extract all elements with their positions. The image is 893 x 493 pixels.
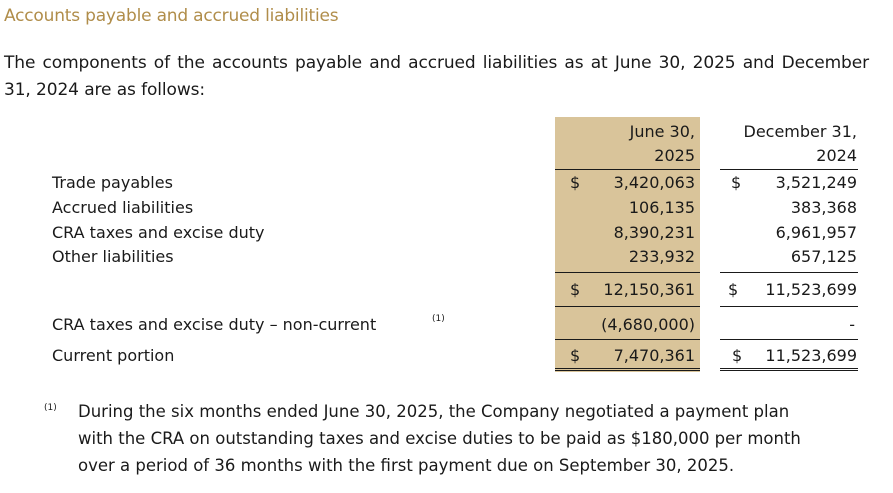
dollar-sign: $ [728, 280, 739, 299]
footnote-line-2: with the CRA on outstanding taxes and excise duties to be paid as $180,000 per month [78, 429, 801, 448]
cell-current-jun: 7,470,361 [613, 346, 695, 365]
cell-accrued-liabilities-dec: 383,368 [790, 198, 857, 217]
row-label-noncurrent [52, 315, 376, 334]
june-header-rule [555, 169, 700, 170]
cell-cra-taxes-jun: 8,390,231 [613, 223, 695, 242]
col-june-header-line2: 2025 [654, 146, 695, 165]
cell-cra-taxes-dec: 6,961,957 [775, 223, 857, 242]
final-double-rule-jun [555, 368, 700, 371]
footnote-reference: (1) [432, 314, 445, 324]
cell-accrued-liabilities-jun: 106,135 [628, 198, 695, 217]
current-rule-jun [555, 339, 700, 340]
col-dec-header-line2: 2024 [816, 146, 857, 165]
row-label-other-liabilities: Other liabilities [52, 247, 174, 266]
final-double-rule-dec [720, 368, 858, 371]
dec-header-rule [720, 169, 858, 170]
noncurrent-label-text: CRA taxes and excise duty – non-current [52, 315, 377, 334]
cell-other-liabilities-dec: 657,125 [790, 247, 857, 266]
row-label-current-portion: Current portion [52, 346, 175, 365]
cell-total-jun: 12,150,361 [603, 280, 695, 299]
total-rule-dec [720, 306, 858, 307]
subtotal-rule-dec [720, 272, 858, 273]
intro-paragraph: The components of the accounts payable and accrued liabilities as at June 30, 2025 and December 31, 2024 are as follows: [4, 53, 869, 100]
cell-trade-payables-dec: 3,521,249 [775, 173, 857, 192]
cell-noncurrent-dec: - [849, 315, 855, 334]
dollar-sign: $ [570, 346, 581, 365]
cell-total-dec: 11,523,699 [765, 280, 857, 299]
cell-noncurrent-jun: (4,680,000) [601, 315, 695, 334]
row-label-accrued-liabilities: Accrued liabilities [52, 198, 194, 217]
footnote-text [78, 398, 868, 479]
row-label-trade-payables: Trade payables [52, 173, 173, 192]
section-heading: Accounts payable and accrued liabilities [4, 6, 339, 26]
dollar-sign: $ [570, 280, 581, 299]
dollar-sign: $ [570, 173, 581, 192]
cell-trade-payables-jun: 3,420,063 [613, 173, 695, 192]
footnote-line-3: over a period of 36 months with the first payment due on September 30, 2025. [78, 456, 735, 475]
col-dec-header-line1: December 31, [743, 122, 857, 141]
footnote-line-1: During the six months ended June 30, 2025, the Company negotiated a payment plan [78, 402, 790, 421]
total-rule-jun [555, 306, 700, 307]
row-label-cra-taxes: CRA taxes and excise duty [52, 223, 265, 242]
col-june-header-line1: June 30, [629, 122, 695, 141]
subtotal-rule-jun [555, 272, 700, 273]
cell-current-dec: 11,523,699 [765, 346, 857, 365]
dollar-sign: $ [731, 173, 742, 192]
dollar-sign: $ [732, 346, 743, 365]
footnote-marker: (1) [44, 403, 57, 413]
cell-other-liabilities-jun: 233,932 [628, 247, 695, 266]
current-rule-dec [720, 339, 858, 340]
